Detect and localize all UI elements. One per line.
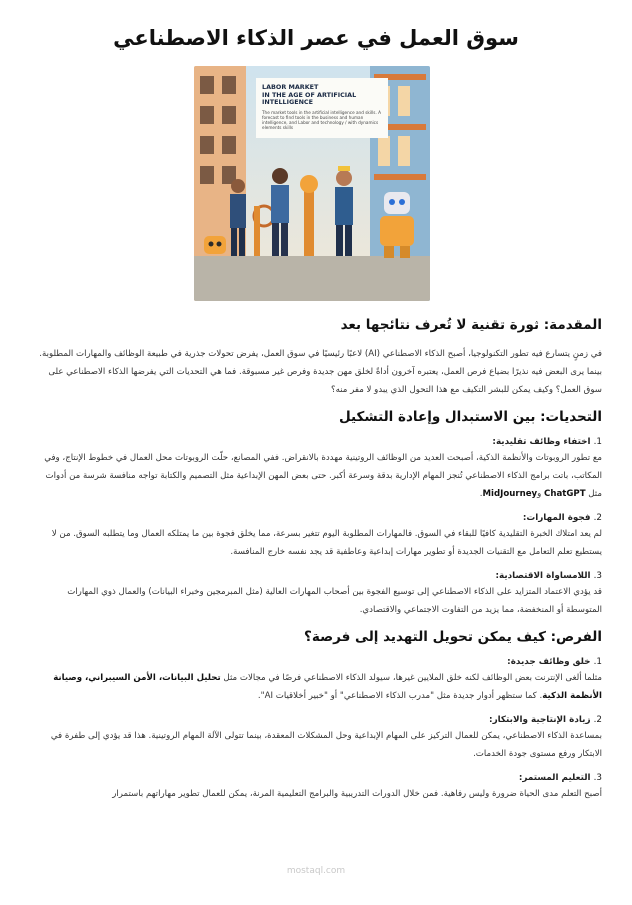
challenge-item-title bbox=[36, 513, 602, 523]
text-segment: مثلما ألغى الإنترنت بعض الوظائف لكنه خلق الملايين غيرها، سيولد الذكاء الاصطناعي فرصًا في مجالات مثل bbox=[220, 673, 602, 683]
item-number: 3. bbox=[593, 571, 602, 581]
item-title-text: خلق وظائف جديدة: bbox=[507, 657, 591, 667]
opportunity-item-title bbox=[36, 657, 602, 667]
item-title-text: فجوة المهارات: bbox=[522, 513, 591, 523]
intro-paragraph: في زمنٍ يتسارع فيه تطور التكنولوجيا، أصبح الذكاء الاصطناعي (AI) لاعبًا رئيسيًا في سوق العمل، يفرض تحولات جذرية في طبيعة الوظائف والمهارات المطلوبة. بينما يرى البعض فيه نذيرًا بضياع فرص العمل، يعتبره آخرون أداةً لخلق مهن جديدة وفرص غير مسبوقة. فما هي التحديات التي يفرضها الذكاء الاصطناعي على سوق العمل؟ وكيف يمكن للبشر التكيف مع هذا التحول الذي يبدو لا مفر منه؟ bbox=[39, 349, 602, 395]
hero-caption bbox=[256, 78, 388, 138]
text-segment: . كما ستظهر أدوار جديدة مثل "مدرب الذكاء الاصطناعي" أو "خبير أخلاقيات AI". bbox=[257, 691, 543, 701]
opportunity-item-title bbox=[36, 715, 602, 725]
intro-heading: المقدمة: ثورة تقنية لا تُعرف نتائجها بعد bbox=[340, 317, 602, 333]
text-segment: و bbox=[537, 489, 545, 499]
challenges-heading: التحديات: بين الاستبدال وإعادة التشكيل bbox=[338, 409, 602, 425]
article-body bbox=[36, 309, 602, 813]
page-title: سوق العمل في عصر الذكاء الاصطناعي bbox=[113, 26, 519, 50]
challenge-item-text bbox=[36, 449, 602, 503]
item-number: 2. bbox=[593, 715, 602, 725]
item-number: 1. bbox=[593, 437, 602, 447]
opportunity-item-text: أصبح التعلم مدى الحياة ضرورة وليس رفاهية. فمن خلال الدورات التدريبية والبرامج التعليمية المرنة، يمكن للعمال تطوير مهاراتهم باستمرار bbox=[112, 789, 602, 799]
hero-caption-title-1: LABOR MARKET bbox=[262, 83, 319, 91]
challenge-item-title bbox=[36, 437, 602, 447]
text-segment: مع تطور الروبوتات والأنظمة الذكية، أصبحت العديد من الوظائف الروتينية مهددة بالانقراض. ففي المصانع، حلّت الروبوتات محل العمال في خطوط الإنتاج، وفي المكاتب، باتت برامج الذكاء الاصطناعي تُنجز المهام الإدارية بدقة وسرعة أكبر. حتى بعض المهن الإبداعية مثل التصميم والكتابة تواجه منافسة شرسة من أدوات مثل bbox=[44, 453, 602, 499]
hero-caption-title-2: IN THE AGE OF ARTIFICIAL bbox=[262, 90, 357, 99]
item-number: 1. bbox=[593, 657, 602, 667]
hero-illustration bbox=[194, 66, 430, 301]
opportunities-heading: الفرص: كيف يمكن تحويل التهديد إلى فرصة؟ bbox=[304, 629, 602, 645]
challenge-item-text: لم يعد امتلاك الخبرة التقليدية كافيًا للبقاء في السوق. فالمهارات المطلوبة اليوم تتغير بسرعة، مما يخلق فجوة بين ما يمتلكه العمال وما يتطلبه السوق. من لا يستطيع تعلم التعامل مع التقنيات الجديدة أو تطوير مهارات إبداعية وعاطفية قد يجد نفسه خارج المنافسة. bbox=[51, 529, 602, 557]
challenge-item-title bbox=[36, 571, 602, 581]
text-segment: . bbox=[479, 489, 483, 499]
item-number: 3. bbox=[593, 773, 602, 783]
bold-term: MidJourney bbox=[482, 489, 538, 499]
item-title-text: اختفاء وظائف تقليدية: bbox=[492, 437, 591, 447]
opportunity-item-text: بمساعدة الذكاء الاصطناعي، يمكن للعمال التركيز على المهام الإبداعية وحل المشكلات المعقدة، بينما تتولى الآلة المهام الروتينية. هذا قد يؤدي إلى طفرة في الابتكار ورفع مستوى جودة الخدمات. bbox=[50, 731, 602, 759]
item-title-text: زيادة الإنتاجية والابتكار: bbox=[489, 715, 591, 725]
bold-term: ChatGPT bbox=[544, 489, 586, 499]
bold-term: تحليل البيانات، الأمن السيبراني، وصيانة الأنظمة الذكية bbox=[53, 673, 602, 701]
hero-caption-title-3: INTELLIGENCE bbox=[262, 98, 313, 107]
item-number: 2. bbox=[593, 513, 602, 523]
item-title-text: اللامساواة الاقتصادية: bbox=[495, 571, 591, 581]
item-title-text: التعليم المستمر: bbox=[518, 773, 591, 783]
watermark: mostaql.com bbox=[286, 866, 346, 876]
opportunity-item-title bbox=[36, 773, 602, 783]
challenge-item-text: قد يؤدي الاعتماد المتزايد على الذكاء الاصطناعي إلى توسيع الفجوة بين أصحاب المهارات العالية (مثل المبرمجين وخبراء البيانات) والعمال ذوي المهارات المتوسطة أو المنخفضة، مما يزيد من التفاوت الاجتماعي والاقتصادي. bbox=[67, 587, 602, 615]
opportunity-item-text bbox=[36, 669, 602, 705]
hero-caption-text: The market tools in the artificial intelligence and skills. A forecast to find tools in the business and human intelligence, and Labor and technology / with dynamics elements skills bbox=[262, 109, 382, 130]
